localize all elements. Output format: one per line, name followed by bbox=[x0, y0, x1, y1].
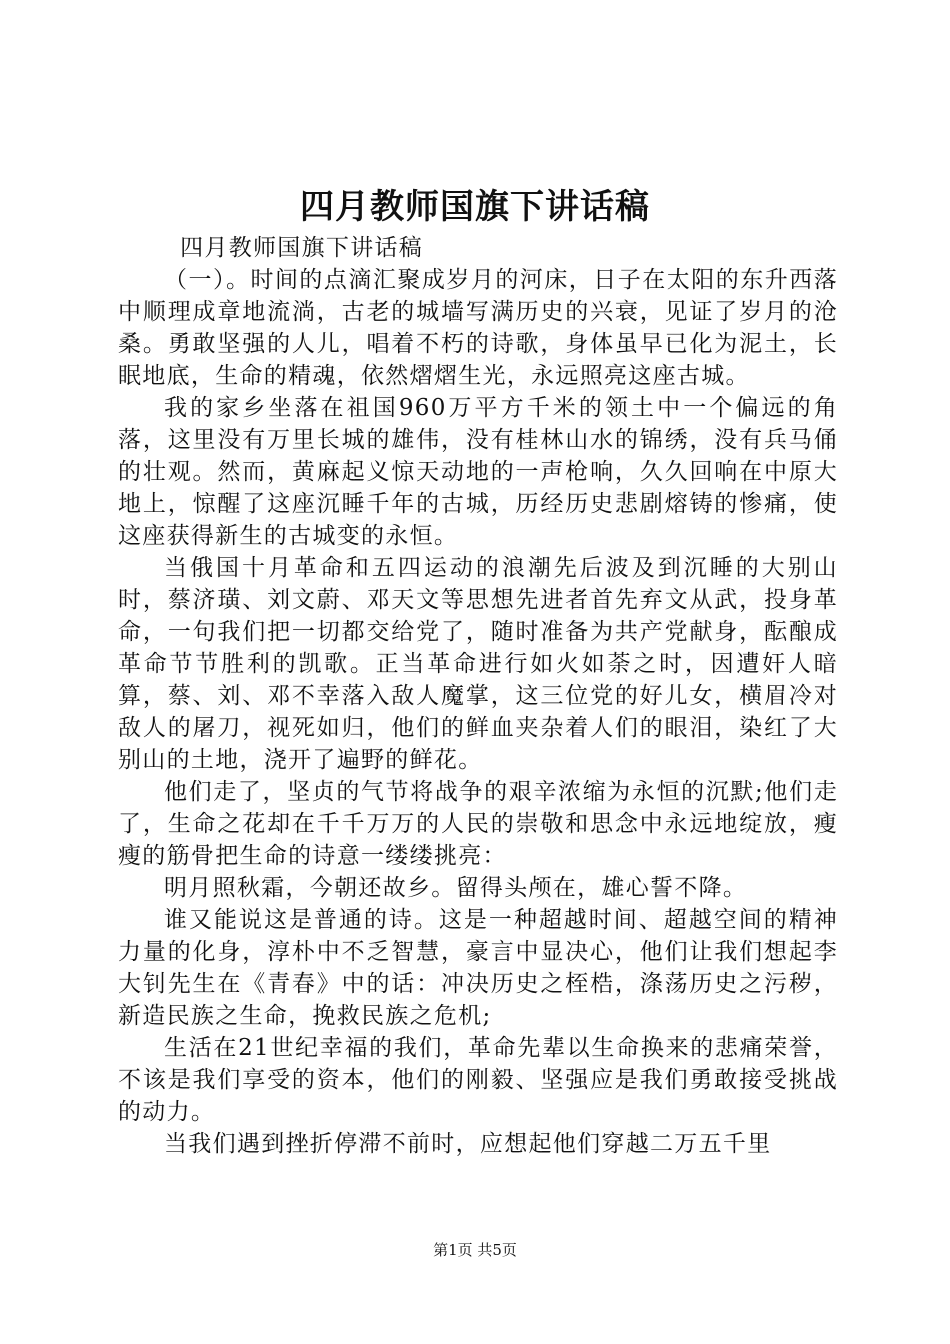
paragraph-2: 我的家乡坐落在祖国960万平方千米的领土中一个偏远的角落，这里没有万里长城的雄伟，没有桂林山水的锦绣，没有兵马俑的壮观。然而，黄麻起义惊天动地的一声枪响，久久回响在中原大地上，惊醒了这座沉睡千年的古城，历经历史悲剧熔铸的惨痛，使这座获得新生的古城变的永恒。 bbox=[118, 395, 838, 549]
document-title: 四月教师国旗下讲话稿 bbox=[300, 187, 650, 227]
paragraph-3: 当俄国十月革命和五四运动的浪潮先后波及到沉睡的大别山时，蔡济璜、刘文蔚、邓天文等思想先进者首先弃文从武，投身革命，一句我们把一切都交给党了，随时准备为共产党献身，酝酿成革命节节胜利的凯歌。正当革命进行如火如荼之时，因遭奸人暗算，蔡、刘、邓不幸落入敌人魔掌，这三位党的好儿女，横眉冷对敌人的屠刀，视死如归，他们的鲜血夹杂着人们的眼泪，染红了大别山的土地，浇开了遍野的鲜花。 bbox=[118, 555, 838, 773]
paragraph-5-poem: 明月照秋霜，今朝还故乡。留得头颅在，雄心誓不降。 bbox=[164, 875, 748, 901]
page-footer: 第1页 共5页 bbox=[433, 1241, 517, 1259]
document-subtitle: 四月教师国旗下讲话稿 bbox=[180, 235, 424, 261]
paragraph-4: 他们走了，坚贞的气节将战争的艰辛浓缩为永恒的沉默;他们走了，生命之花却在千千万万的人民的崇敬和思念中永远地绽放，瘦瘦的筋骨把生命的诗意一缕缕挑亮： bbox=[118, 779, 838, 869]
paragraph-6: 谁又能说这是普通的诗。这是一种超越时间、超越空间的精神力量的化身，淳朴中不乏智慧，豪言中显决心，他们让我们想起李大钊先生在《青春》中的话：冲决历史之桎梏，涤荡历史之污秽，新造民族之生命，挽救民族之危机; bbox=[118, 907, 838, 1029]
paragraph-1: （一）。时间的点滴汇聚成岁月的河床，日子在太阳的东升西落中顺理成章地流淌，古老的城墙写满历史的兴衰，见证了岁月的沧桑。勇敢坚强的人儿，唱着不朽的诗歌，身体虽早已化为泥土，长眠地底，生命的精魂，依然熠熠生光，永远照亮这座古城。 bbox=[118, 267, 838, 389]
paragraph-7: 生活在21世纪幸福的我们，革命先辈以生命换来的悲痛荣誉，不该是我们享受的资本，他们的刚毅、坚强应是我们勇敢接受挑战的动力。 bbox=[118, 1035, 838, 1125]
paragraph-8: 当我们遇到挫折停滞不前时，应想起他们穿越二万五千里 bbox=[164, 1131, 772, 1157]
document-body bbox=[118, 232, 838, 1160]
